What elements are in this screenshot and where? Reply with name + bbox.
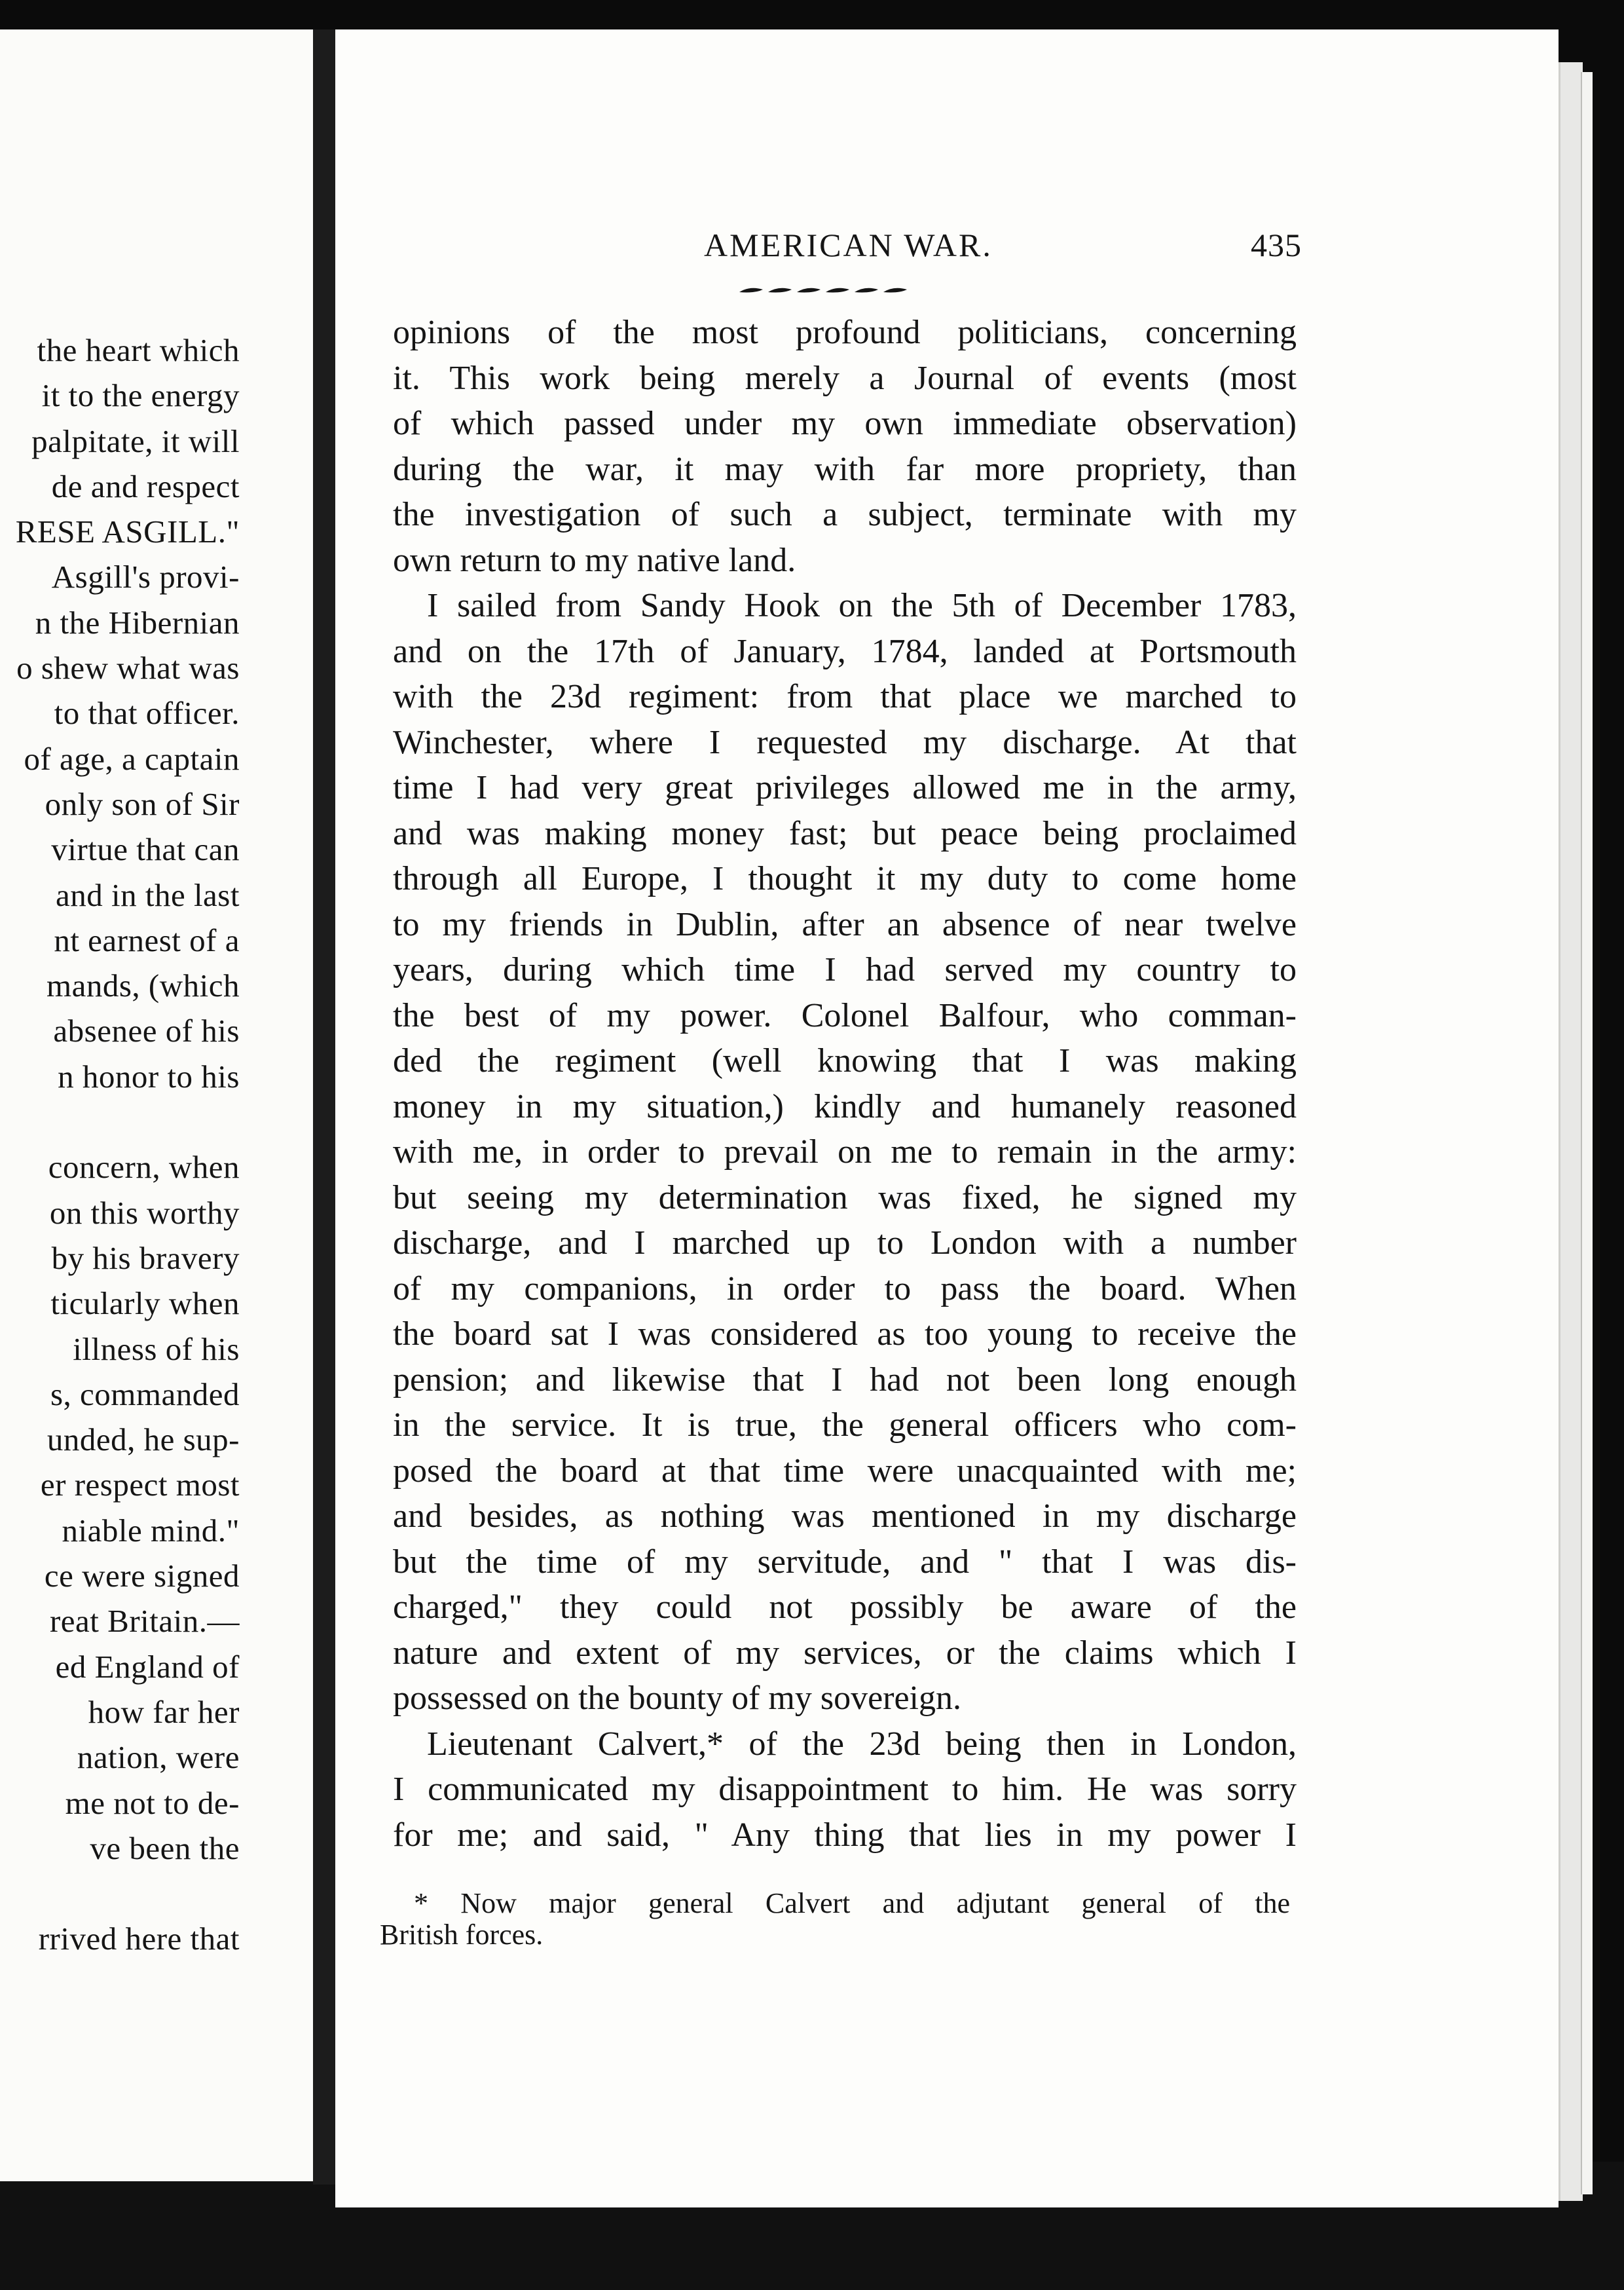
left-line: me not to de- [65,1784,240,1821]
left-line: to that officer. [54,695,240,732]
body-line: ded the regiment (well knowing that I was making [393,1042,1297,1079]
left-line: on this worthy [49,1194,240,1231]
left-line: ticularly when [50,1285,240,1322]
body-line: to my friends in Dublin, after an absence of near twelve [393,905,1297,943]
left-line: o shew what was [16,650,240,686]
left-line: and in the last [55,876,240,913]
body-line: for me; and said, " Any thing that lies in my power I [393,1816,1297,1854]
left-line: mands, (which [46,967,240,1004]
left-line: unded, he sup- [46,1421,240,1458]
left-line: the heart which [37,332,240,368]
body-line: and was making money fast; but peace being proclaimed [393,814,1297,852]
left-line: de and respect [51,468,240,504]
body-line: I sailed from Sandy Hook on the 5th of December 1783, [427,587,1297,624]
left-line-blank [0,1871,240,1916]
left-line: nation, were [77,1739,240,1776]
body-line: posed the board at that time were unacquainted with me; [393,1452,1297,1490]
body-line: money in my situation,) kindly and humanely reasoned [393,1087,1297,1125]
left-line: nt earnest of a [54,922,240,958]
left-line: how far her [88,1693,240,1730]
body-line: own return to my native land. [393,541,796,579]
body-line: and besides, as nothing was mentioned in my discharge [393,1497,1297,1535]
body-line: with the 23d regiment: from that place we marched to [393,678,1297,715]
left-line: reat Britain.— [49,1603,240,1640]
book-gutter [313,29,335,2185]
left-line: niable mind." [62,1512,240,1549]
body-line: of my companions, in order to pass the board. When [393,1269,1297,1307]
body-line: time I had very great privileges allowed me in the army, [393,769,1297,806]
ornament-rule [737,283,920,297]
left-line: by his bravery [51,1239,240,1276]
body-line: it. This work being merely a Journal of events (most [393,359,1297,397]
body-line: but seeing my determination was fixed, he signed my [393,1178,1297,1216]
body-line: and on the 17th of January, 1784, landed at Portsmouth [393,632,1297,670]
left-line: Asgill's provi- [51,559,240,595]
body-line: through all Europe, I thought it my duty to come home [393,860,1297,897]
body-line: opinions of the most profound politicians, concerning [393,314,1297,351]
body-line: I communicated my disappointment to him. He was sorry [393,1771,1297,1808]
left-line: it to the energy [41,377,240,414]
page-edge-inner [1581,72,1593,2194]
body-line: in the service. It is true, the general officers who com- [393,1406,1297,1444]
left-line: palpitate, it will [31,422,240,459]
body-line: pension; and likewise that I had not been long enough [393,1361,1297,1398]
left-line: ed England of [55,1648,240,1685]
footnote-line: British forces. [380,1919,544,1951]
left-line: n honor to his [58,1058,240,1095]
left-line: concern, when [48,1149,240,1186]
left-line-blank [0,1099,240,1144]
body-line: nature and extent of my services, or the claims which I [393,1634,1297,1672]
left-line: ce were signed [44,1558,240,1594]
body-line: Winchester, where I requested my discharge. At that [393,723,1297,761]
body-line: Lieutenant Calvert,* of the 23d being then in London, [427,1725,1297,1763]
left-page [0,29,313,2181]
body-line: possessed on the bounty of my sovereign. [393,1680,962,1717]
left-line: absenee of his [53,1013,240,1049]
left-line: s, commanded [50,1376,240,1412]
left-line: illness of his [73,1330,240,1367]
body-line: charged," they could not possibly be aware of the [393,1588,1297,1626]
left-line: of age, a captain [24,740,240,777]
running-head: AMERICAN WAR. [704,227,993,263]
left-line: n the Hibernian [35,604,240,641]
body-line: of which passed under my own immediate observation) [393,405,1297,442]
body-line: the investigation of such a subject, terminate with my [393,496,1297,533]
page-number: 435 [1251,227,1302,263]
footnote [380,1888,1290,1951]
body-line: during the war, it may with far more propriety, than [393,450,1297,488]
left-line: rrived here that [38,1921,240,1957]
body-line: years, during which time I had served my country to [393,951,1297,988]
body-line: but the time of my servitude, and " that I was dis- [393,1543,1297,1581]
left-line: only son of Sir [45,785,240,822]
body-line: the board sat I was considered as too young to receive the [393,1315,1297,1353]
body-line: discharge, and I marched up to London with a number [393,1224,1297,1262]
left-line: RESE ASGILL." [15,514,240,550]
left-page-text [0,328,240,1962]
page-edge [1559,62,1583,2201]
left-line: er respect most [40,1467,240,1503]
body-line: the best of my power. Colonel Balfour, who comman- [393,996,1297,1034]
body-text [393,310,1297,1858]
body-line: with me, in order to prevail on me to remain in the army: [393,1133,1297,1171]
left-line: virtue that can [51,831,240,868]
left-line: ve been the [90,1830,240,1866]
footnote-line: * Now major general Calvert and adjutant general of the [414,1887,1290,1919]
